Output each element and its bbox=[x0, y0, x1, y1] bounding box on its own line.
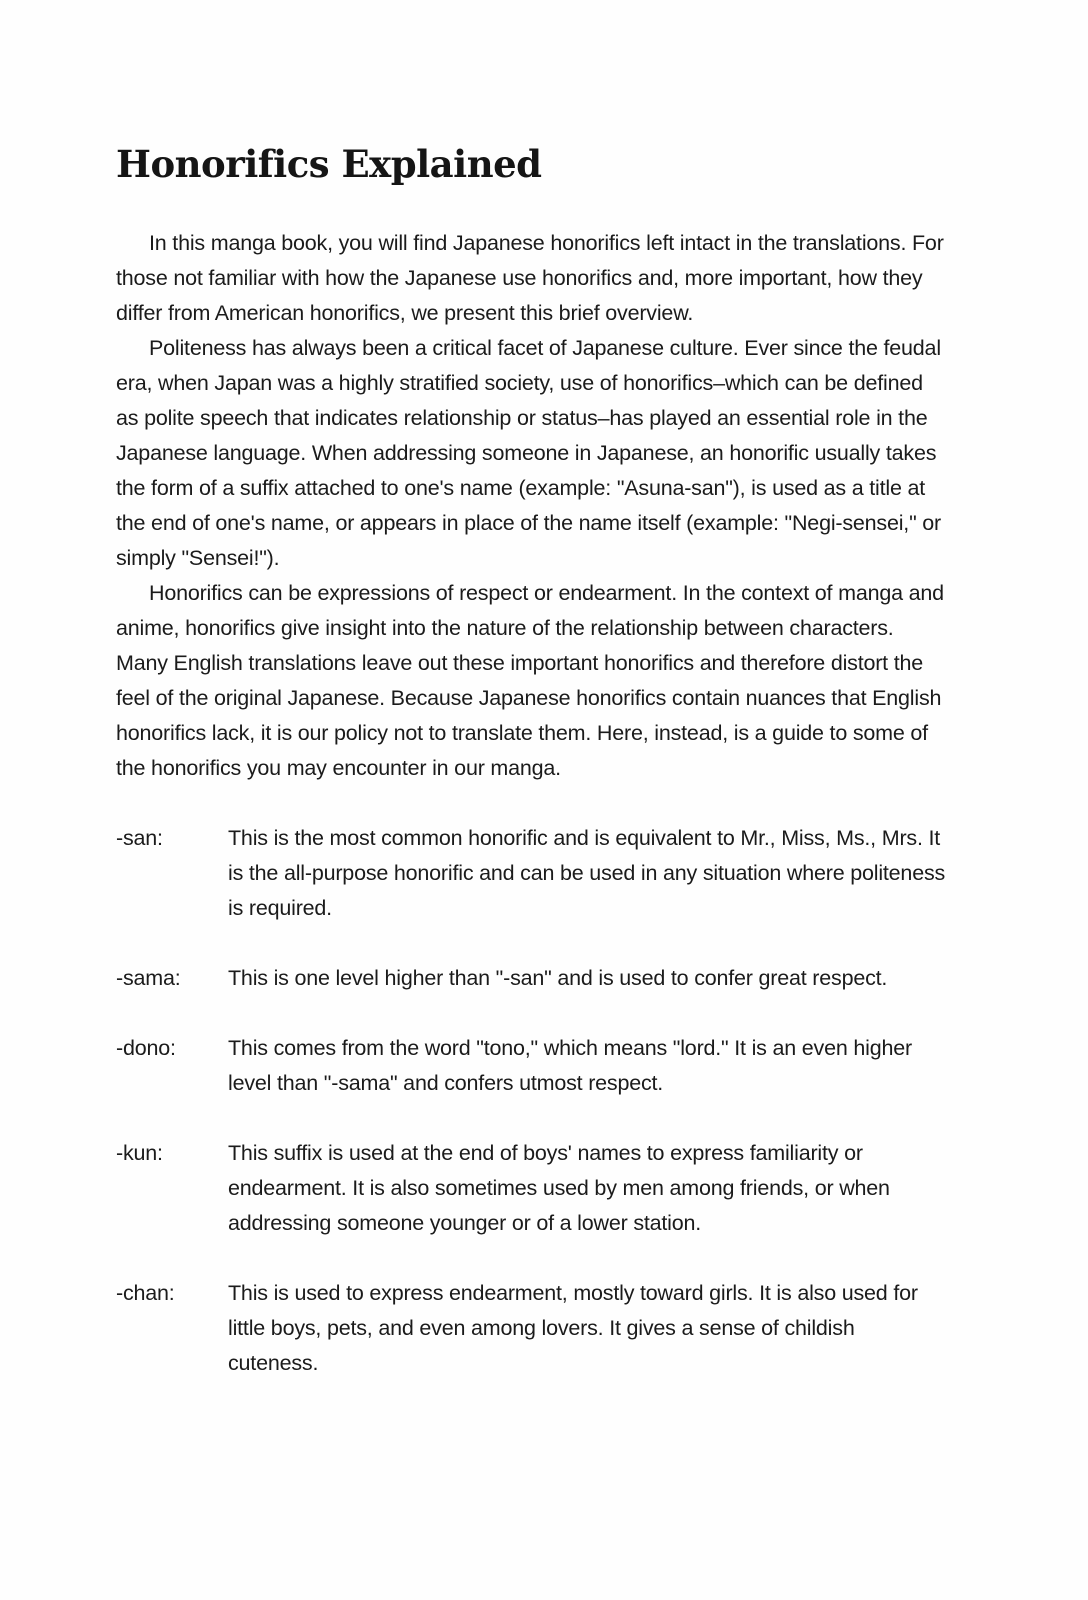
honorific-definition-chan: This is used to express endearment, mostly toward girls. It is also used for little boys, pets, and even among lovers. It gives a sense of childish cuteness. bbox=[228, 1281, 918, 1375]
honorific-entry-kun bbox=[116, 1136, 946, 1241]
honorific-term-chan: -chan: bbox=[116, 1281, 175, 1305]
honorific-entry-san bbox=[116, 821, 946, 926]
honorific-entry-chan bbox=[116, 1276, 946, 1381]
honorific-term-san: -san: bbox=[116, 826, 163, 850]
intro-paragraph-3: Honorifics can be expressions of respect or endearment. In the context of manga and anime, honorifics give insight into the nature of the relationship between characters. Many English translations leave out these important honorifics and therefore distort the feel of the original Japanese. Because Japanese honorifics contain nuances that English honorifics lack, it is our policy not to translate them. Here, instead, is a guide to some of the honorifics you may encounter in our manga. bbox=[116, 581, 944, 780]
page-title: Honorifics Explained bbox=[116, 142, 542, 186]
intro-paragraph-2: Politeness has always been a critical facet of Japanese culture. Ever since the feudal era, when Japan was a highly stratified society, use of honorifics–which can be defined as polite speech that indicates relationship or status–has played an essential role in the Japanese language. When addressing someone in Japanese, an honorific usually takes the form of a suffix attached to one's name (example: "Asuna-san"), is used as a title at the end of one's name, or appears in place of the name itself (example: "Negi-sensei," or simply "Sensei!"). bbox=[116, 336, 942, 570]
intro-paragraph-1: In this manga book, you will find Japanese honorifics left intact in the translations. For those not familiar with how the Japanese use honorifics and, more important, how they differ from American honorifics, we present this brief overview. bbox=[116, 231, 944, 325]
honorific-entry-sama bbox=[116, 961, 946, 996]
honorific-definition-kun: This suffix is used at the end of boys' names to express familiarity or endearment. It is also sometimes used by men among friends, or when addressing someone younger or of a lower station. bbox=[228, 1141, 890, 1235]
honorifics-list bbox=[116, 821, 946, 1381]
honorific-definition-sama: This is one level higher than "-san" and is used to confer great respect. bbox=[228, 966, 888, 990]
honorific-term-kun: -kun: bbox=[116, 1141, 163, 1165]
honorific-term-sama: -sama: bbox=[116, 966, 181, 990]
honorific-definition-san: This is the most common honorific and is equivalent to Mr., Miss, Ms., Mrs. It is the all-purpose honorific and can be used in any situation where politeness is required. bbox=[228, 826, 946, 920]
honorific-definition-dono: This comes from the word "tono," which means "lord." It is an even higher level than "-sama" and confers utmost respect. bbox=[228, 1036, 912, 1095]
intro-section bbox=[116, 226, 946, 786]
honorific-term-dono: -dono: bbox=[116, 1036, 176, 1060]
honorific-entry-dono bbox=[116, 1031, 946, 1101]
